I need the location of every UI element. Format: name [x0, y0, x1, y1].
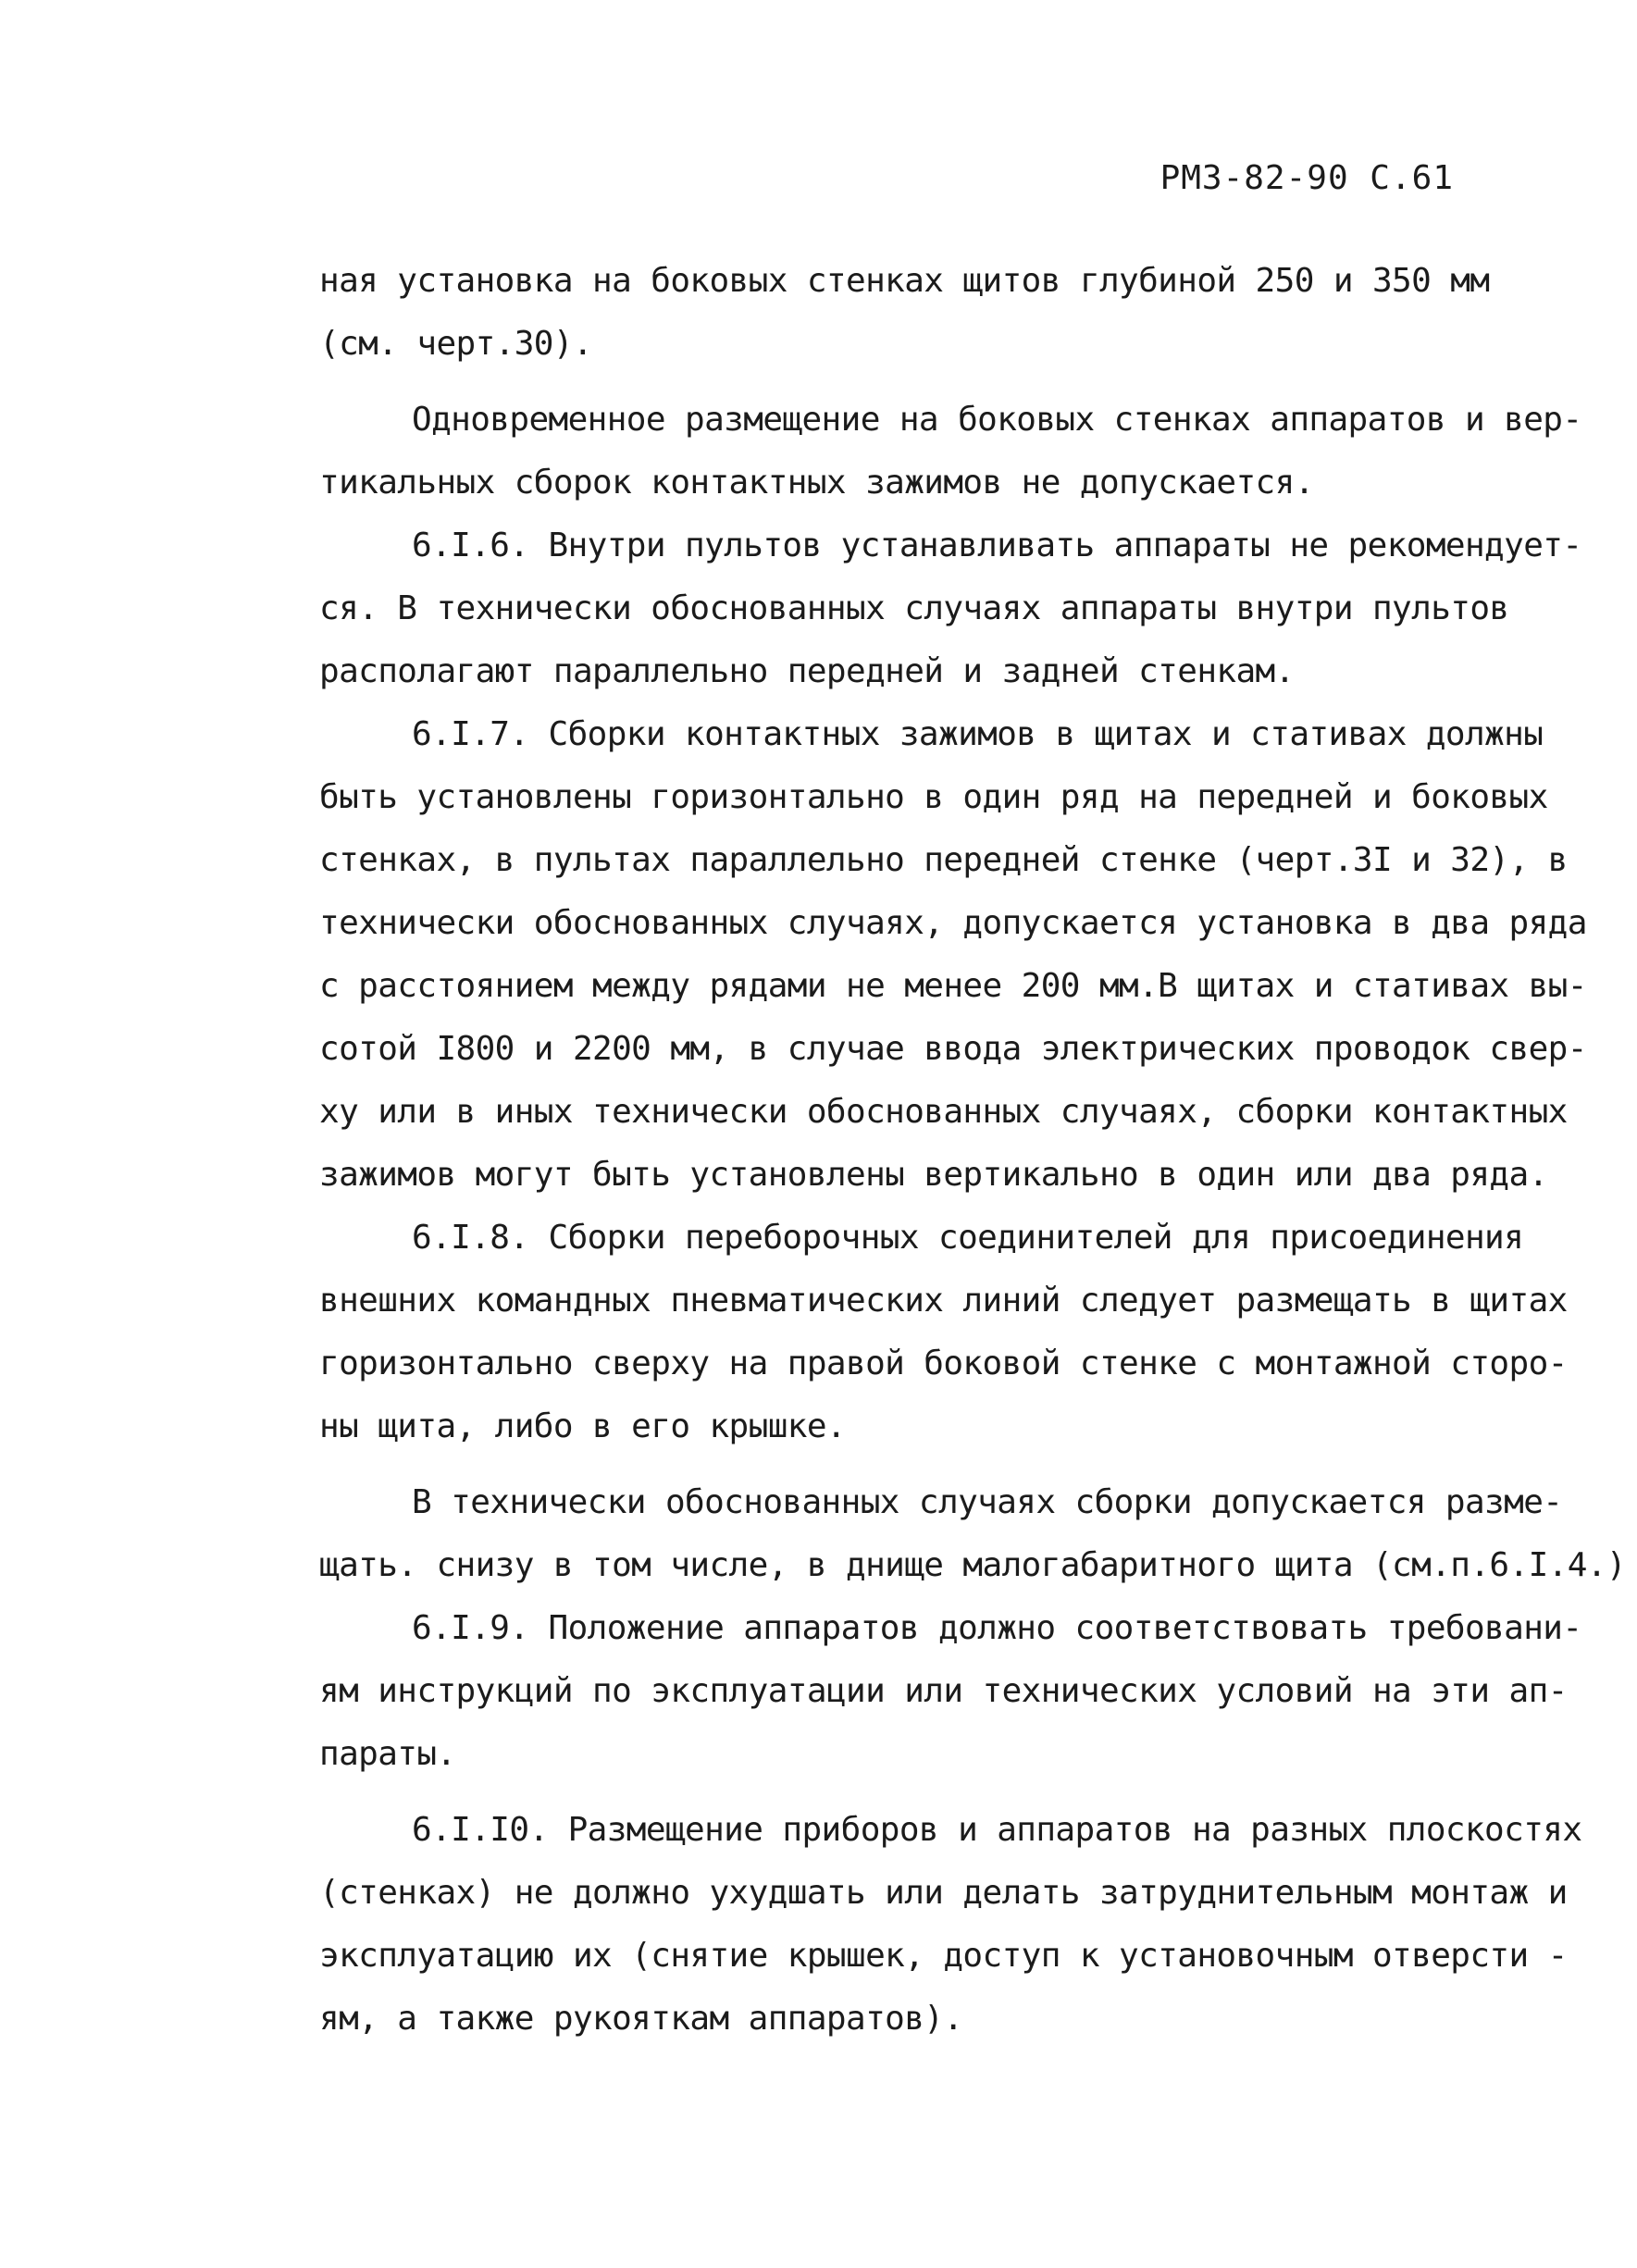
text-line: ся. В технически обоснованных случаях аппараты внутри пультов: [319, 589, 1509, 627]
text-line: параты.: [319, 1735, 456, 1773]
text-line: эксплуатацию их (снятие крышек, доступ к установочным отверсти -: [319, 1937, 1568, 1975]
text-line: зажимов могут быть установлены вертикально в один или два ряда.: [319, 1156, 1548, 1194]
text-line: быть установлены горизонтально в один ряд на передней и боковых: [319, 778, 1548, 816]
text-line: сотой I800 и 2200 мм, в случае ввода электрических проводок свер-: [319, 1030, 1587, 1068]
text-line: горизонтально сверху на правой боковой стенке с монтажной сторо-: [319, 1345, 1568, 1382]
paragraph-start-line: Одновременное размещение на боковых стенках аппаратов и вер-: [412, 401, 1582, 439]
text-line: ны щита, либо в его крышке.: [319, 1407, 846, 1445]
text-line: с расстоянием между рядами не менее 200 мм.В щитах и стативах вы-: [319, 967, 1587, 1005]
text-line: ная установка на боковых стенках щитов глубиной 250 и 350 мм: [319, 262, 1490, 300]
text-line: ху или в иных технически обоснованных случаях, сборки контактных: [319, 1093, 1568, 1131]
text-line: тикальных сборок контактных зажимов не допускается.: [319, 464, 1314, 502]
paragraph-start-line: В технически обоснованных случаях сборки допускается разме-: [412, 1483, 1563, 1521]
text-line: располагают параллельно передней и задней стенкам.: [319, 652, 1295, 690]
clause-6-1-10-line: 6.I.I0. Размещение приборов и аппаратов на разных плоскостях: [412, 1811, 1582, 1849]
document-body: [319, 250, 1626, 2051]
clause-6-1-7-line: 6.I.7. Сборки контактных зажимов в щитах и стативах должны: [412, 715, 1544, 753]
text-line: ям, а также рукояткам аппаратов).: [319, 2000, 963, 2038]
clause-6-1-9-line: 6.I.9. Положение аппаратов должно соответствовать требовани-: [412, 1609, 1582, 1647]
text-line: технически обоснованных случаях, допускается установка в два ряда: [319, 904, 1587, 942]
text-line: внешних командных пневматических линий следует размещать в щитах: [319, 1282, 1568, 1320]
text-line: ям инструкций по эксплуатации или технических условий на эти ап-: [319, 1672, 1568, 1710]
clause-6-1-6-line: 6.I.6. Внутри пультов устанавливать аппараты не рекомендует-: [412, 527, 1582, 564]
text-line: стенках, в пультах параллельно передней стенке (черт.3I и 32), в: [319, 841, 1568, 879]
text-line: (см. черт.30).: [319, 325, 593, 363]
page-header-doc-code: РМ3-82-90 С.61: [1160, 159, 1454, 197]
text-line: (стенках) не должно ухудшать или делать затруднительным монтаж и: [319, 1874, 1568, 1912]
text-line: щать. снизу в том числе, в днище малогабаритного щита (см.п.6.I.4.): [319, 1546, 1626, 1584]
clause-6-1-8-line: 6.I.8. Сборки переборочных соединителей для присоединения: [412, 1219, 1524, 1257]
